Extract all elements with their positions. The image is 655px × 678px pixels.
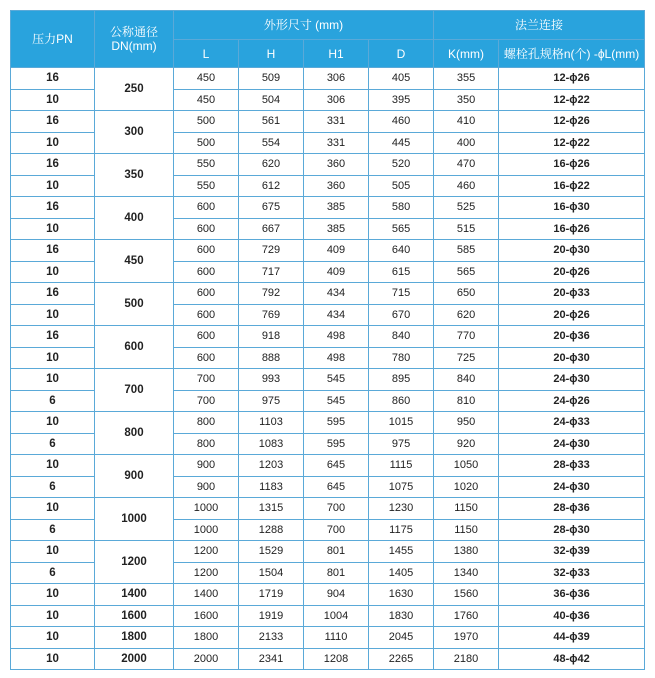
cell-bolt-spec: 16-ϕ30	[499, 197, 645, 219]
cell-L: 1200	[174, 562, 239, 584]
cell-pressure: 16	[11, 240, 95, 262]
cell-bolt-spec: 16-ϕ26	[499, 218, 645, 240]
cell-H1: 645	[304, 476, 369, 498]
cell-bolt-spec: 20-ϕ30	[499, 240, 645, 262]
cell-K: 355	[434, 68, 499, 90]
cell-bolt-spec: 20-ϕ33	[499, 283, 645, 305]
cell-K: 1050	[434, 455, 499, 477]
cell-K: 460	[434, 175, 499, 197]
cell-nominal-diameter: 1000	[95, 498, 174, 541]
cell-L: 800	[174, 412, 239, 434]
cell-H: 2133	[239, 627, 304, 649]
cell-K: 1970	[434, 627, 499, 649]
cell-pressure: 10	[11, 627, 95, 649]
cell-bolt-spec: 20-ϕ26	[499, 261, 645, 283]
table-row	[11, 412, 645, 434]
cell-bolt-spec: 28-ϕ33	[499, 455, 645, 477]
cell-K: 725	[434, 347, 499, 369]
spec-table-container	[10, 10, 645, 670]
cell-H: 1315	[239, 498, 304, 520]
cell-H1: 801	[304, 562, 369, 584]
cell-nominal-diameter: 500	[95, 283, 174, 326]
cell-pressure: 10	[11, 455, 95, 477]
cell-H: 729	[239, 240, 304, 262]
cell-H1: 385	[304, 197, 369, 219]
cell-pressure: 16	[11, 68, 95, 90]
cell-nominal-diameter: 900	[95, 455, 174, 498]
cell-pressure: 10	[11, 541, 95, 563]
cell-H: 620	[239, 154, 304, 176]
table-row	[11, 627, 645, 649]
cell-H1: 360	[304, 175, 369, 197]
cell-bolt-spec: 24-ϕ26	[499, 390, 645, 412]
cell-H1: 595	[304, 433, 369, 455]
header-H: H	[239, 40, 304, 68]
table-row	[11, 498, 645, 520]
table-row	[11, 197, 645, 219]
cell-D: 445	[369, 132, 434, 154]
cell-bolt-spec: 24-ϕ30	[499, 369, 645, 391]
cell-H1: 1208	[304, 648, 369, 670]
cell-K: 525	[434, 197, 499, 219]
cell-L: 900	[174, 455, 239, 477]
cell-pressure: 10	[11, 605, 95, 627]
cell-K: 350	[434, 89, 499, 111]
cell-pressure: 10	[11, 648, 95, 670]
cell-H: 792	[239, 283, 304, 305]
cell-K: 2180	[434, 648, 499, 670]
cell-H: 993	[239, 369, 304, 391]
cell-pressure: 6	[11, 433, 95, 455]
cell-nominal-diameter: 800	[95, 412, 174, 455]
cell-L: 900	[174, 476, 239, 498]
cell-H1: 434	[304, 304, 369, 326]
cell-bolt-spec: 12-ϕ26	[499, 111, 645, 133]
cell-nominal-diameter: 600	[95, 326, 174, 369]
cell-D: 1075	[369, 476, 434, 498]
table-body	[11, 68, 645, 670]
cell-H: 675	[239, 197, 304, 219]
cell-L: 600	[174, 197, 239, 219]
cell-D: 715	[369, 283, 434, 305]
table-row	[11, 283, 645, 305]
table-row	[11, 111, 645, 133]
cell-H1: 360	[304, 154, 369, 176]
cell-H1: 904	[304, 584, 369, 606]
table-row	[11, 154, 645, 176]
cell-K: 585	[434, 240, 499, 262]
cell-H: 918	[239, 326, 304, 348]
cell-pressure: 10	[11, 89, 95, 111]
cell-bolt-spec: 20-ϕ30	[499, 347, 645, 369]
cell-H1: 1004	[304, 605, 369, 627]
cell-K: 1760	[434, 605, 499, 627]
cell-bolt-spec: 40-ϕ36	[499, 605, 645, 627]
cell-nominal-diameter: 450	[95, 240, 174, 283]
cell-D: 975	[369, 433, 434, 455]
cell-pressure: 10	[11, 584, 95, 606]
cell-H: 1288	[239, 519, 304, 541]
cell-H: 888	[239, 347, 304, 369]
valve-spec-table	[10, 10, 645, 670]
cell-nominal-diameter: 1800	[95, 627, 174, 649]
cell-K: 400	[434, 132, 499, 154]
cell-H: 561	[239, 111, 304, 133]
table-row	[11, 369, 645, 391]
cell-H1: 1110	[304, 627, 369, 649]
cell-H1: 331	[304, 132, 369, 154]
cell-H: 1183	[239, 476, 304, 498]
cell-H1: 700	[304, 519, 369, 541]
cell-L: 700	[174, 390, 239, 412]
cell-pressure: 10	[11, 347, 95, 369]
cell-bolt-spec: 32-ϕ33	[499, 562, 645, 584]
cell-D: 615	[369, 261, 434, 283]
cell-K: 810	[434, 390, 499, 412]
cell-H1: 306	[304, 68, 369, 90]
cell-K: 840	[434, 369, 499, 391]
table-row	[11, 455, 645, 477]
cell-H: 1103	[239, 412, 304, 434]
cell-pressure: 6	[11, 562, 95, 584]
table-row	[11, 605, 645, 627]
cell-bolt-spec: 28-ϕ36	[499, 498, 645, 520]
header-L: L	[174, 40, 239, 68]
cell-nominal-diameter: 400	[95, 197, 174, 240]
cell-H: 1919	[239, 605, 304, 627]
cell-H1: 595	[304, 412, 369, 434]
cell-K: 565	[434, 261, 499, 283]
header-D: D	[369, 40, 434, 68]
cell-D: 1630	[369, 584, 434, 606]
cell-L: 600	[174, 283, 239, 305]
table-row	[11, 240, 645, 262]
cell-H: 667	[239, 218, 304, 240]
cell-L: 450	[174, 89, 239, 111]
table-row	[11, 541, 645, 563]
cell-L: 1000	[174, 498, 239, 520]
cell-L: 600	[174, 240, 239, 262]
cell-H1: 409	[304, 261, 369, 283]
cell-K: 1340	[434, 562, 499, 584]
cell-pressure: 10	[11, 218, 95, 240]
cell-bolt-spec: 12-ϕ26	[499, 68, 645, 90]
cell-H1: 385	[304, 218, 369, 240]
table-row	[11, 326, 645, 348]
cell-bolt-spec: 32-ϕ39	[499, 541, 645, 563]
cell-D: 1830	[369, 605, 434, 627]
cell-D: 520	[369, 154, 434, 176]
cell-nominal-diameter: 1400	[95, 584, 174, 606]
cell-pressure: 10	[11, 369, 95, 391]
cell-L: 1600	[174, 605, 239, 627]
header-flange-connection: 法兰连接	[434, 11, 645, 40]
cell-pressure: 10	[11, 261, 95, 283]
cell-bolt-spec: 20-ϕ26	[499, 304, 645, 326]
cell-D: 2265	[369, 648, 434, 670]
table-row	[11, 68, 645, 90]
cell-bolt-spec: 16-ϕ22	[499, 175, 645, 197]
header-nominal-diameter-line1: 公称通径	[109, 25, 158, 39]
cell-bolt-spec: 44-ϕ39	[499, 627, 645, 649]
cell-D: 405	[369, 68, 434, 90]
cell-bolt-spec: 24-ϕ30	[499, 433, 645, 455]
cell-H: 1203	[239, 455, 304, 477]
cell-D: 1015	[369, 412, 434, 434]
cell-D: 640	[369, 240, 434, 262]
cell-K: 920	[434, 433, 499, 455]
cell-D: 895	[369, 369, 434, 391]
cell-nominal-diameter: 350	[95, 154, 174, 197]
header-H1: H1	[304, 40, 369, 68]
cell-pressure: 16	[11, 111, 95, 133]
cell-L: 500	[174, 132, 239, 154]
cell-pressure: 10	[11, 498, 95, 520]
cell-L: 2000	[174, 648, 239, 670]
cell-H1: 409	[304, 240, 369, 262]
cell-K: 1380	[434, 541, 499, 563]
cell-H1: 801	[304, 541, 369, 563]
cell-H1: 306	[304, 89, 369, 111]
cell-pressure: 10	[11, 132, 95, 154]
cell-H: 2341	[239, 648, 304, 670]
cell-D: 1230	[369, 498, 434, 520]
cell-H1: 434	[304, 283, 369, 305]
cell-K: 950	[434, 412, 499, 434]
cell-pressure: 10	[11, 175, 95, 197]
cell-nominal-diameter: 250	[95, 68, 174, 111]
cell-D: 1115	[369, 455, 434, 477]
cell-bolt-spec: 48-ϕ42	[499, 648, 645, 670]
table-row	[11, 584, 645, 606]
cell-D: 1455	[369, 541, 434, 563]
cell-pressure: 16	[11, 283, 95, 305]
cell-L: 600	[174, 218, 239, 240]
cell-D: 840	[369, 326, 434, 348]
cell-L: 800	[174, 433, 239, 455]
cell-pressure: 6	[11, 519, 95, 541]
cell-pressure: 16	[11, 326, 95, 348]
header-nominal-diameter	[95, 11, 174, 68]
cell-H: 1719	[239, 584, 304, 606]
cell-bolt-spec: 36-ϕ36	[499, 584, 645, 606]
cell-H1: 645	[304, 455, 369, 477]
cell-H: 1083	[239, 433, 304, 455]
cell-D: 780	[369, 347, 434, 369]
cell-nominal-diameter: 700	[95, 369, 174, 412]
cell-nominal-diameter: 300	[95, 111, 174, 154]
cell-H: 1529	[239, 541, 304, 563]
cell-L: 1000	[174, 519, 239, 541]
cell-nominal-diameter: 1200	[95, 541, 174, 584]
table-row	[11, 648, 645, 670]
cell-pressure: 10	[11, 412, 95, 434]
cell-pressure: 16	[11, 154, 95, 176]
cell-D: 395	[369, 89, 434, 111]
cell-D: 670	[369, 304, 434, 326]
cell-K: 470	[434, 154, 499, 176]
cell-nominal-diameter: 1600	[95, 605, 174, 627]
cell-D: 580	[369, 197, 434, 219]
cell-H: 769	[239, 304, 304, 326]
cell-bolt-spec: 28-ϕ30	[499, 519, 645, 541]
cell-L: 500	[174, 111, 239, 133]
cell-L: 550	[174, 154, 239, 176]
header-dimensions: 外形尺寸 (mm)	[174, 11, 434, 40]
cell-K: 1020	[434, 476, 499, 498]
cell-bolt-spec: 12-ϕ22	[499, 89, 645, 111]
cell-H1: 498	[304, 326, 369, 348]
cell-K: 410	[434, 111, 499, 133]
cell-bolt-spec: 20-ϕ36	[499, 326, 645, 348]
cell-D: 2045	[369, 627, 434, 649]
cell-bolt-spec: 24-ϕ33	[499, 412, 645, 434]
cell-L: 600	[174, 304, 239, 326]
table-header	[11, 11, 645, 68]
cell-L: 600	[174, 347, 239, 369]
cell-K: 1150	[434, 498, 499, 520]
cell-D: 1405	[369, 562, 434, 584]
cell-L: 600	[174, 326, 239, 348]
header-nominal-diameter-line2: DN(mm)	[111, 39, 157, 53]
cell-D: 505	[369, 175, 434, 197]
cell-K: 1560	[434, 584, 499, 606]
cell-pressure: 6	[11, 476, 95, 498]
header-K: K(mm)	[434, 40, 499, 68]
cell-bolt-spec: 24-ϕ30	[499, 476, 645, 498]
header-bolt-spec: 螺栓孔规格n(个) -ϕL(mm)	[499, 40, 645, 68]
cell-H1: 700	[304, 498, 369, 520]
cell-H1: 498	[304, 347, 369, 369]
cell-L: 1800	[174, 627, 239, 649]
cell-H: 1504	[239, 562, 304, 584]
cell-D: 460	[369, 111, 434, 133]
cell-H: 717	[239, 261, 304, 283]
cell-L: 550	[174, 175, 239, 197]
cell-nominal-diameter: 2000	[95, 648, 174, 670]
cell-H1: 331	[304, 111, 369, 133]
cell-L: 1400	[174, 584, 239, 606]
cell-K: 515	[434, 218, 499, 240]
cell-L: 700	[174, 369, 239, 391]
cell-L: 1200	[174, 541, 239, 563]
cell-H: 612	[239, 175, 304, 197]
header-pressure: 压力PN	[11, 11, 95, 68]
cell-L: 450	[174, 68, 239, 90]
cell-K: 770	[434, 326, 499, 348]
cell-H: 975	[239, 390, 304, 412]
cell-H: 554	[239, 132, 304, 154]
cell-K: 1150	[434, 519, 499, 541]
cell-D: 1175	[369, 519, 434, 541]
cell-H: 509	[239, 68, 304, 90]
cell-K: 650	[434, 283, 499, 305]
cell-bolt-spec: 12-ϕ22	[499, 132, 645, 154]
cell-D: 565	[369, 218, 434, 240]
cell-pressure: 16	[11, 197, 95, 219]
cell-K: 620	[434, 304, 499, 326]
cell-pressure: 6	[11, 390, 95, 412]
cell-L: 600	[174, 261, 239, 283]
cell-pressure: 10	[11, 304, 95, 326]
cell-H: 504	[239, 89, 304, 111]
cell-H1: 545	[304, 390, 369, 412]
cell-bolt-spec: 16-ϕ26	[499, 154, 645, 176]
cell-H1: 545	[304, 369, 369, 391]
cell-D: 860	[369, 390, 434, 412]
